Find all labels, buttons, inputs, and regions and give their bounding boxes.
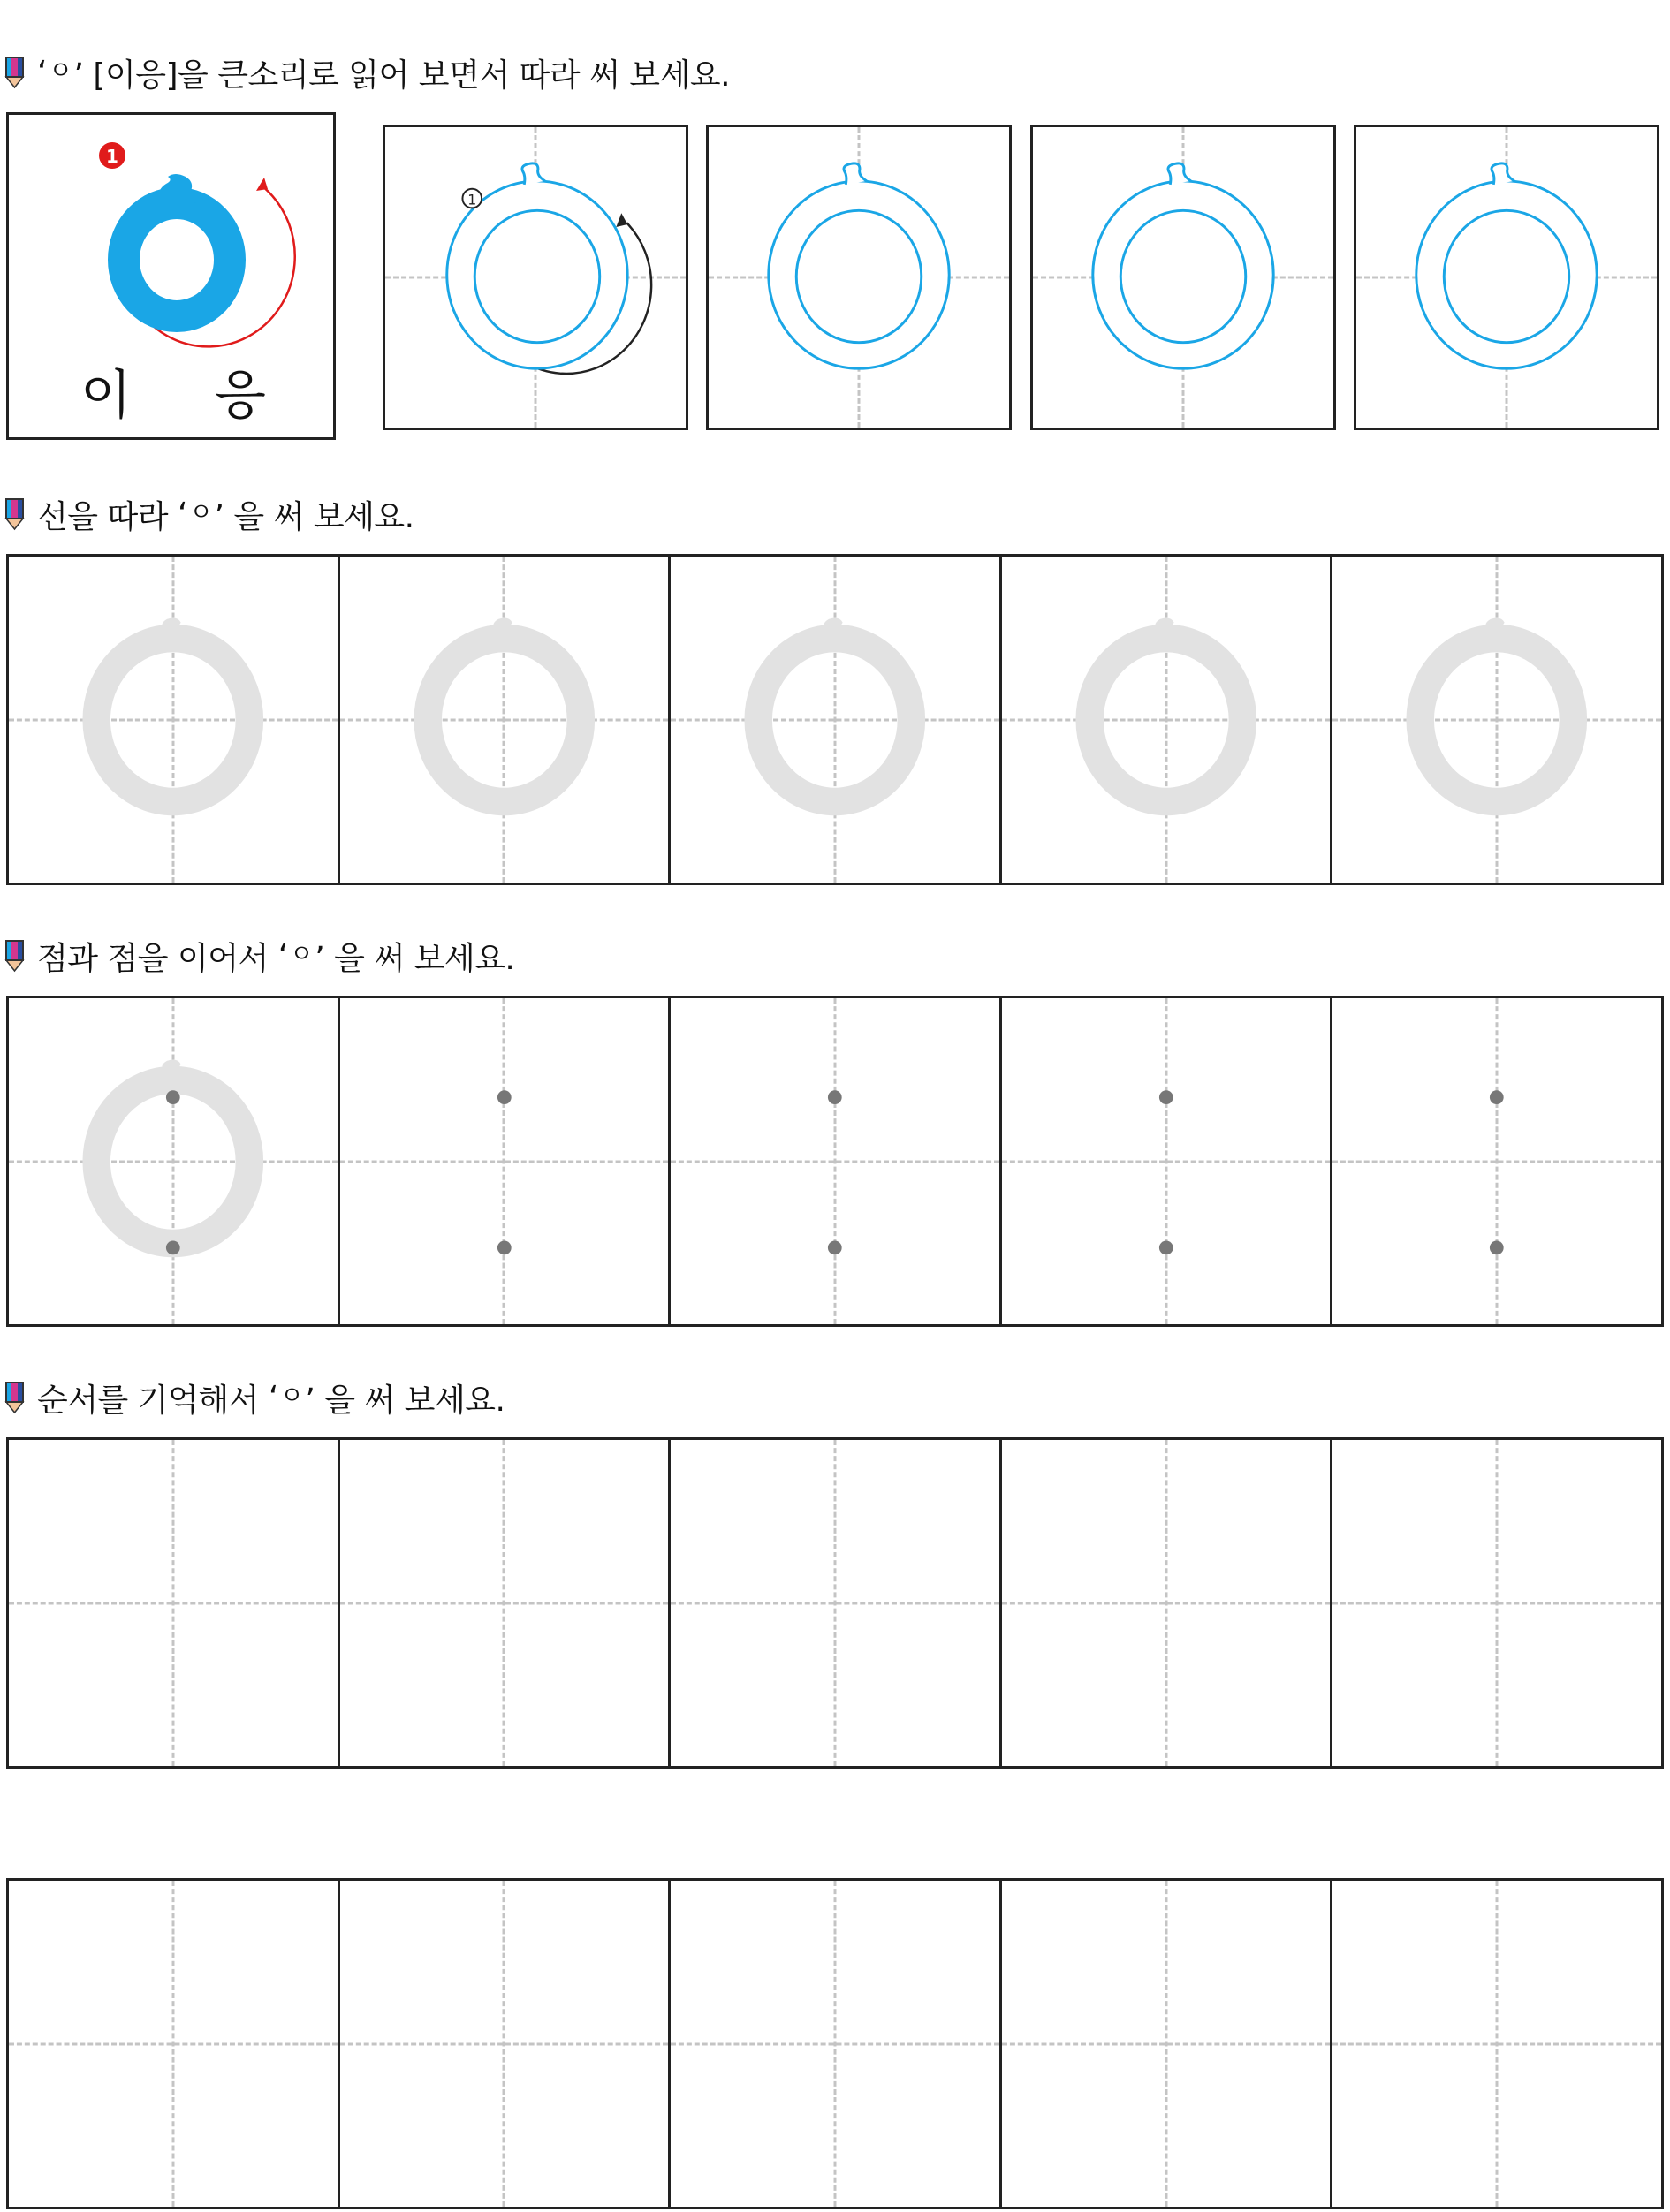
guide-line-horizontal <box>1332 1602 1661 1604</box>
trace-gray-row <box>6 554 1664 885</box>
writing-cell[interactable] <box>1332 557 1661 883</box>
svg-text:1: 1 <box>467 191 477 208</box>
writing-cell[interactable] <box>1002 1440 1333 1766</box>
dot-guide <box>1332 998 1661 1324</box>
jamo-glyph: ㅇ <box>48 56 72 85</box>
instruction-text: ’ [이응]을 큰소리로 읽어 보면서 따라 써 보세요. <box>73 57 731 94</box>
dot-guide-row <box>6 996 1664 1327</box>
gray-ieung-guide <box>671 557 999 883</box>
dot-guide <box>1002 998 1331 1324</box>
guide-line-horizontal <box>1332 2042 1661 2045</box>
writing-cell[interactable] <box>340 557 672 883</box>
dot-guide <box>671 998 999 1324</box>
letter-ieung-top <box>157 174 196 203</box>
pencil-icon <box>4 56 27 89</box>
writing-cell[interactable] <box>1002 1881 1333 2207</box>
writing-cell[interactable] <box>671 998 1002 1324</box>
model-letter-card <box>6 112 336 440</box>
instruction-4 <box>4 1373 505 1422</box>
writing-cell[interactable] <box>1332 1440 1661 1766</box>
writing-cell[interactable] <box>9 557 340 883</box>
writing-cell[interactable] <box>1332 1881 1661 2207</box>
trace-box-2[interactable] <box>706 125 1012 430</box>
pencil-icon <box>4 939 27 973</box>
guide-line-horizontal <box>340 2042 669 2045</box>
guide-line-horizontal <box>1002 2042 1331 2045</box>
trace-box-1[interactable] <box>383 125 688 430</box>
arrow-head-icon <box>616 213 627 227</box>
outline-ieung <box>1033 127 1333 428</box>
gray-ieung-guide <box>9 998 338 1324</box>
writing-cell[interactable] <box>1002 557 1333 883</box>
writing-cell[interactable] <box>9 998 340 1324</box>
start-dot <box>166 1090 180 1104</box>
writing-cell[interactable] <box>9 1440 340 1766</box>
instruction-text: 점과 점을 이어서 <box>37 940 278 977</box>
letter-ieung-illustration <box>9 115 338 443</box>
instruction-3 <box>4 931 514 981</box>
quote-open: ‘ <box>277 937 288 974</box>
writing-cell[interactable] <box>340 1440 672 1766</box>
pencil-icon <box>4 497 27 531</box>
outline-ieung <box>709 127 1009 428</box>
guide-line-horizontal <box>1002 1602 1331 1604</box>
trace-box-4[interactable] <box>1354 125 1659 430</box>
writing-cell[interactable] <box>1332 998 1661 1324</box>
instruction-text: ’ 을 써 보세요. <box>315 940 515 977</box>
jamo-glyph: ㅇ <box>279 1381 304 1410</box>
letter-ieung-shape <box>124 203 230 316</box>
instruction-2 <box>4 489 414 539</box>
gray-ieung-guide <box>1002 557 1331 883</box>
instruction-text: 선을 따라 <box>37 498 178 535</box>
end-dot <box>166 1241 180 1255</box>
end-dot <box>1490 1241 1504 1255</box>
guide-line-horizontal <box>340 1602 669 1604</box>
quote-open: ‘ <box>268 1379 278 1416</box>
gray-ieung-guide <box>1332 557 1661 883</box>
dot-guide <box>340 998 669 1324</box>
start-dot <box>1490 1090 1504 1104</box>
guide-line-horizontal <box>9 1602 338 1604</box>
gray-ieung-guide <box>9 557 338 883</box>
writing-cell[interactable] <box>671 1440 1002 1766</box>
pencil-icon <box>4 1381 27 1414</box>
outline-ieung <box>385 127 686 428</box>
jamo-glyph: ㅇ <box>188 497 213 526</box>
jamo-glyph: ㅇ <box>289 939 314 968</box>
guide-line-horizontal <box>9 2042 338 2045</box>
gray-ieung-guide <box>340 557 669 883</box>
writing-cell[interactable] <box>9 1881 340 2207</box>
start-dot <box>1159 1090 1173 1104</box>
quote-open: ‘ <box>178 496 187 533</box>
end-dot <box>828 1241 842 1255</box>
blank-practice-row-2 <box>6 1878 1664 2209</box>
guide-line-horizontal <box>671 2042 999 2045</box>
blank-practice-row-1 <box>6 1437 1664 1769</box>
instruction-text: ’ 을 써 보세요. <box>305 1382 505 1419</box>
writing-cell[interactable] <box>671 1881 1002 2207</box>
start-dot <box>828 1090 842 1104</box>
instruction-text: ’ 을 써 보세요. <box>214 498 414 535</box>
outline-ieung <box>1356 127 1657 428</box>
trace-box-3[interactable] <box>1030 125 1336 430</box>
start-dot <box>497 1090 512 1104</box>
arrow-head-icon <box>256 178 268 191</box>
writing-cell[interactable] <box>340 1881 672 2207</box>
letter-name-syllable-2: 응 <box>215 365 266 427</box>
instruction-1 <box>4 48 730 97</box>
guide-line-horizontal <box>671 1602 999 1604</box>
instruction-text: 순서를 기억해서 <box>37 1382 269 1419</box>
end-dot <box>497 1241 512 1255</box>
quote-open: ‘ <box>37 54 47 91</box>
letter-name-syllable-1: 이 <box>80 365 132 427</box>
stroke-number: 1 <box>106 146 118 167</box>
writing-cell[interactable] <box>671 557 1002 883</box>
writing-cell[interactable] <box>1002 998 1333 1324</box>
writing-cell[interactable] <box>340 998 672 1324</box>
end-dot <box>1159 1241 1173 1255</box>
